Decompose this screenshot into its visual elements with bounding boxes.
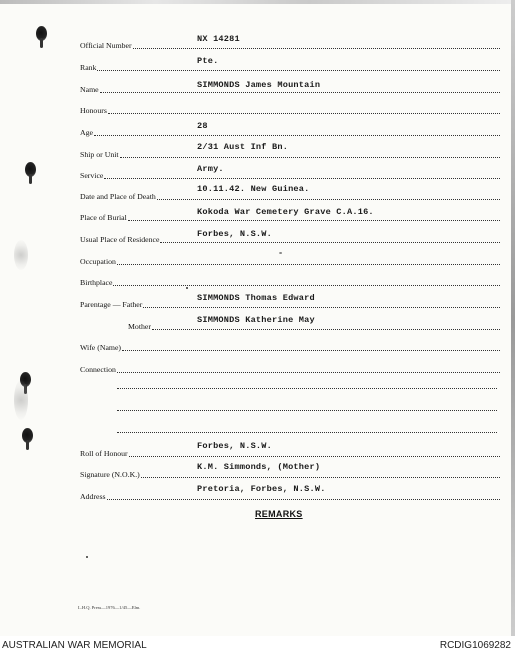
field-label: Address <box>80 492 106 501</box>
field-label: Official Number <box>80 41 132 50</box>
field-value: 2/31 Aust Inf Bn. <box>197 142 289 152</box>
field-value: 28 <box>197 121 208 131</box>
remarks-heading: REMARKS <box>255 509 303 519</box>
field-official-number <box>80 37 500 51</box>
field-label: Honours <box>80 106 107 115</box>
connection-line <box>117 431 497 433</box>
field-value: SIMMONDS Thomas Edward <box>197 293 315 303</box>
field-honours <box>80 102 500 116</box>
punch-hole <box>36 26 47 41</box>
field-ship-or-unit <box>80 146 500 160</box>
connection-line <box>117 409 497 411</box>
field-value: Forbes, N.S.W. <box>197 229 272 239</box>
field-value: - <box>278 248 284 258</box>
field-label: Occupation <box>80 257 116 266</box>
archive-caption-right: RCDIG1069282 <box>439 640 511 651</box>
field-label: Ship or Unit <box>80 150 119 159</box>
field-label: Mother <box>128 322 151 331</box>
field-label: Wife (Name) <box>80 343 122 352</box>
scan-speck <box>186 287 188 289</box>
field-label: Signature (N.O.K.) <box>80 470 140 479</box>
field-roll-of-honour <box>80 445 500 459</box>
punch-hole <box>22 428 33 443</box>
field-value: 10.11.42. New Guinea. <box>197 184 310 194</box>
field-value: SIMMONDS Katherine May <box>197 315 315 325</box>
scan-speck <box>86 556 88 558</box>
scan-top-edge <box>0 0 515 4</box>
scan-smudge <box>14 240 28 270</box>
field-age <box>80 124 500 138</box>
field-value: Pretoria, Forbes, N.S.W. <box>197 484 326 494</box>
field-rank <box>80 59 500 73</box>
field-value: K.M. Simmonds, (Mother) <box>197 462 321 472</box>
field-residence <box>80 231 500 245</box>
field-value: Kokoda War Cemetery Grave C.A.16. <box>197 207 374 217</box>
field-value: SIMMONDS James Mountain <box>197 80 321 90</box>
connection-line <box>117 387 497 389</box>
field-birthplace <box>80 274 500 288</box>
field-label: Service <box>80 171 104 180</box>
field-label: Date and Place of Death <box>80 192 156 201</box>
field-label: Place of Burial <box>80 213 127 222</box>
print-imprint: L.H.Q. Press—1976—1/45—Elm. <box>78 605 141 610</box>
field-wife <box>80 339 500 353</box>
scan-right-edge <box>511 0 515 636</box>
field-value: Forbes, N.S.W. <box>197 441 272 451</box>
field-label: Age <box>80 128 93 137</box>
field-connection <box>80 361 500 375</box>
field-service <box>80 167 500 181</box>
field-label: Name <box>80 85 99 94</box>
field-value: Pte. <box>197 56 219 66</box>
field-label: Birthplace <box>80 278 113 287</box>
field-label: Roll of Honour <box>80 449 128 458</box>
field-value: NX 14281 <box>197 34 240 44</box>
archive-caption-left: AUSTRALIAN WAR MEMORIAL <box>2 640 147 651</box>
field-occupation <box>80 253 500 267</box>
field-label: Connection <box>80 365 116 374</box>
field-label: Usual Place of Residence <box>80 235 160 244</box>
field-label: Rank <box>80 63 97 72</box>
scan-smudge <box>14 380 28 420</box>
field-label: Parentage — Father <box>80 300 143 309</box>
punch-hole <box>25 162 36 177</box>
field-value: Army. <box>197 164 224 174</box>
